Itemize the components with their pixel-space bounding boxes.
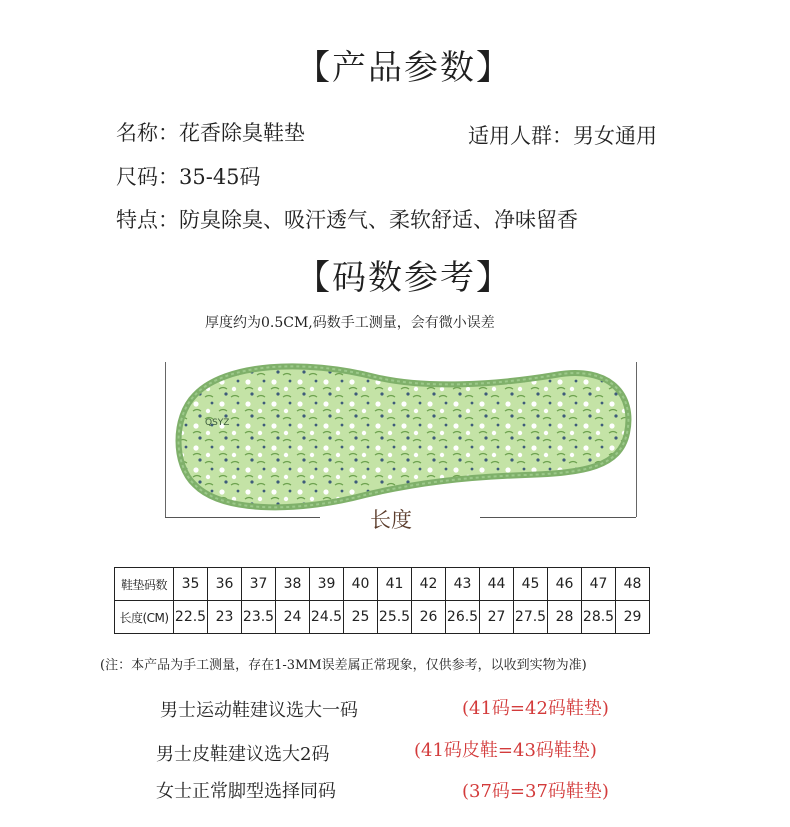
size-cell: 41 (378, 568, 412, 601)
size-cell: 47 (582, 568, 616, 601)
length-cell: 26 (412, 601, 446, 634)
size-cell: 37 (242, 568, 276, 601)
size-reference-title: 【码数参考】 (296, 258, 512, 298)
size-cell: 43 (446, 568, 480, 601)
length-cell: 23 (208, 601, 242, 634)
length-cell: 25.5 (378, 601, 412, 634)
insole-brand: QSYZ (205, 418, 230, 428)
size-cell: 48 (616, 568, 650, 601)
insole-shape (179, 366, 629, 507)
size-cell: 46 (548, 568, 582, 601)
length-cell: 23.5 (242, 601, 276, 634)
measurement-note: 厚度约为0.5CM,码数手工测量，会有微小误差 (205, 315, 495, 331)
target-audience: 适用人群：男女通用 (468, 124, 657, 148)
size-cell: 45 (514, 568, 548, 601)
recommendation-women: 女士正常脚型选择同码 (156, 781, 336, 802)
length-cell: 28.5 (582, 601, 616, 634)
length-cell: 28 (548, 601, 582, 634)
table-row-lengths (115, 601, 650, 634)
table-row-sizes (115, 568, 650, 601)
table-header-size: 鞋垫码数 (115, 568, 174, 601)
length-cell: 29 (616, 601, 650, 634)
length-cell: 24.5 (310, 601, 344, 634)
recommendation-sneakers-note: (41码=42码鞋垫) (462, 698, 609, 719)
length-line-right (480, 517, 636, 518)
product-params-title: 【产品参数】 (296, 48, 512, 88)
length-cell: 27 (480, 601, 514, 634)
length-bracket-right (636, 362, 637, 517)
size-cell: 35 (174, 568, 208, 601)
length-label: 长度 (370, 508, 412, 532)
recommendation-women-note: (37码=37码鞋垫) (462, 781, 609, 802)
size-table (114, 567, 650, 634)
length-cell: 26.5 (446, 601, 480, 634)
length-cell: 25 (344, 601, 378, 634)
size-cell: 36 (208, 568, 242, 601)
product-features: 特点：防臭除臭、吸汗透气、柔软舒适、净味留香 (116, 208, 578, 232)
size-range: 尺码：35-45码 (116, 165, 261, 189)
table-header-length: 长度(CM) (115, 601, 174, 634)
recommendation-sneakers: 男士运动鞋建议选大一码 (160, 700, 358, 721)
recommendation-leather: 男士皮鞋建议选大2码 (156, 744, 330, 765)
product-name: 名称：花香除臭鞋垫 (116, 121, 305, 145)
length-line-left (165, 517, 320, 518)
length-bracket-left (165, 362, 166, 517)
recommendation-leather-note: (41码皮鞋=43码鞋垫) (414, 740, 597, 761)
size-cell: 44 (480, 568, 514, 601)
disclaimer: (注：本产品为手工测量，存在1-3MM误差属正常现象，仅供参考，以收到实物为准) (100, 658, 587, 673)
size-cell: 42 (412, 568, 446, 601)
size-cell: 40 (344, 568, 378, 601)
insole-image (165, 355, 637, 520)
size-cell: 38 (276, 568, 310, 601)
length-cell: 22.5 (174, 601, 208, 634)
size-cell: 39 (310, 568, 344, 601)
length-cell: 24 (276, 601, 310, 634)
length-cell: 27.5 (514, 601, 548, 634)
